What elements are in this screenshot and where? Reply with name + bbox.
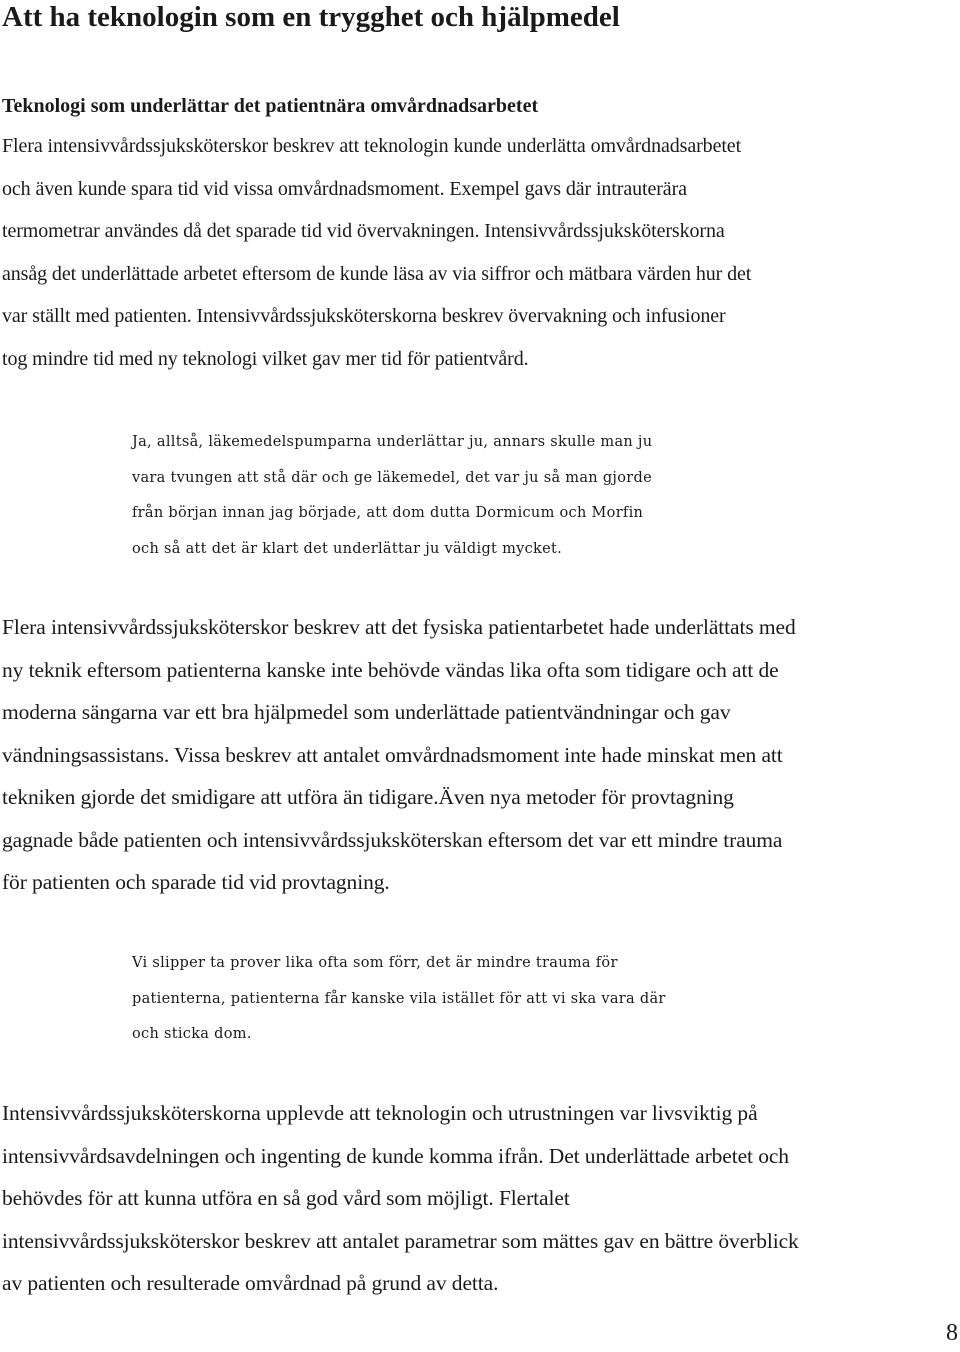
interview-quote-1 <box>132 425 652 567</box>
text-line: ansåg det underlättade arbetet eftersom de kunde läsa av via siffror och mätbara värden hur det <box>2 262 752 285</box>
text-line: intensivvårdsavdelningen och ingenting de kunde komma ifrån. Det underlättade arbetet och <box>2 1143 789 1168</box>
paragraph-3 <box>2 1092 799 1305</box>
interview-quote-2 <box>132 946 666 1053</box>
text-line: termometrar användes då det sparade tid vid övervakningen. Intensivvårdssjuksköterskorna <box>2 220 725 242</box>
text-line: gagnade både patienten och intensivvårdssjuksköterskan eftersom det var ett mindre trauma <box>2 827 783 852</box>
quote-line: patienterna, patienterna får kanske vila istället för att vi ska vara där <box>132 990 666 1007</box>
quote-line: vara tvungen att stå där och ge läkemedel, det var ju så man gjorde <box>132 469 652 486</box>
subsection-title: Teknologi som underlättar det patientnära omvårdnadsarbetet <box>2 95 539 117</box>
text-line: ny teknik eftersom patienterna kanske inte behövde vändas lika ofta som tidigare och att de <box>2 657 779 682</box>
text-line: tekniken gjorde det smidigare att utföra än tidigare.Även nya metoder för provtagning <box>2 785 734 809</box>
paragraph-1 <box>2 125 751 380</box>
quote-line: Vi slipper ta prover lika ofta som förr, det är mindre trauma för <box>132 955 618 971</box>
text-line: Intensivvårdssjuksköterskorna upplevde att teknologin och utrustningen var livsviktig på <box>2 1101 758 1125</box>
text-line: moderna sängarna var ett bra hjälpmedel som underlättade patientvändningar och gav <box>2 700 731 724</box>
text-line: intensivvårdssjuksköterskor beskrev att antalet parametrar som mättes gav en bättre överblick <box>2 1228 799 1253</box>
quote-line: Ja, alltså, läkemedelspumparna underlättar ju, annars skulle man ju <box>132 434 653 450</box>
quote-line: från början innan jag började, att dom dutta Dormicum och Morfin <box>132 505 644 521</box>
text-line: behövdes för att kunna utföra en så god vård som möjligt. Flertalet <box>2 1186 570 1210</box>
text-line: för patienten och sparade tid vid provtagning. <box>2 870 390 894</box>
text-line: Flera intensivvårdssjuksköterskor beskrev att det fysiska patientarbetet hade underlättats med <box>2 615 796 639</box>
text-line: var ställt med patienten. Intensivvårdssjuksköterskorna beskrev övervakning och infusioner <box>2 305 726 327</box>
text-line: och även kunde spara tid vid vissa omvårdnadsmoment. Exempel gavs där intrauterära <box>2 177 687 200</box>
section-title: Att ha teknologin som en trygghet och hjälpmedel <box>2 1 620 33</box>
quote-line: och så att det är klart det underlättar ju väldigt mycket. <box>132 540 563 557</box>
text-line: Flera intensivvårdssjuksköterskor beskrev att teknologin kunde underlätta omvårdnadsarbetet <box>2 135 742 157</box>
page-number: 8 <box>946 1320 958 1346</box>
text-line: tog mindre tid med ny teknologi vilket gav mer tid för patientvård. <box>2 347 529 370</box>
paragraph-2 <box>2 606 796 904</box>
quote-line: och sticka dom. <box>132 1026 252 1042</box>
text-line: av patienten och resulterade omvårdnad på grund av detta. <box>2 1271 499 1295</box>
text-line: vändningsassistans. Vissa beskrev att antalet omvårdnadsmoment inte hade minskat men att <box>2 742 783 767</box>
